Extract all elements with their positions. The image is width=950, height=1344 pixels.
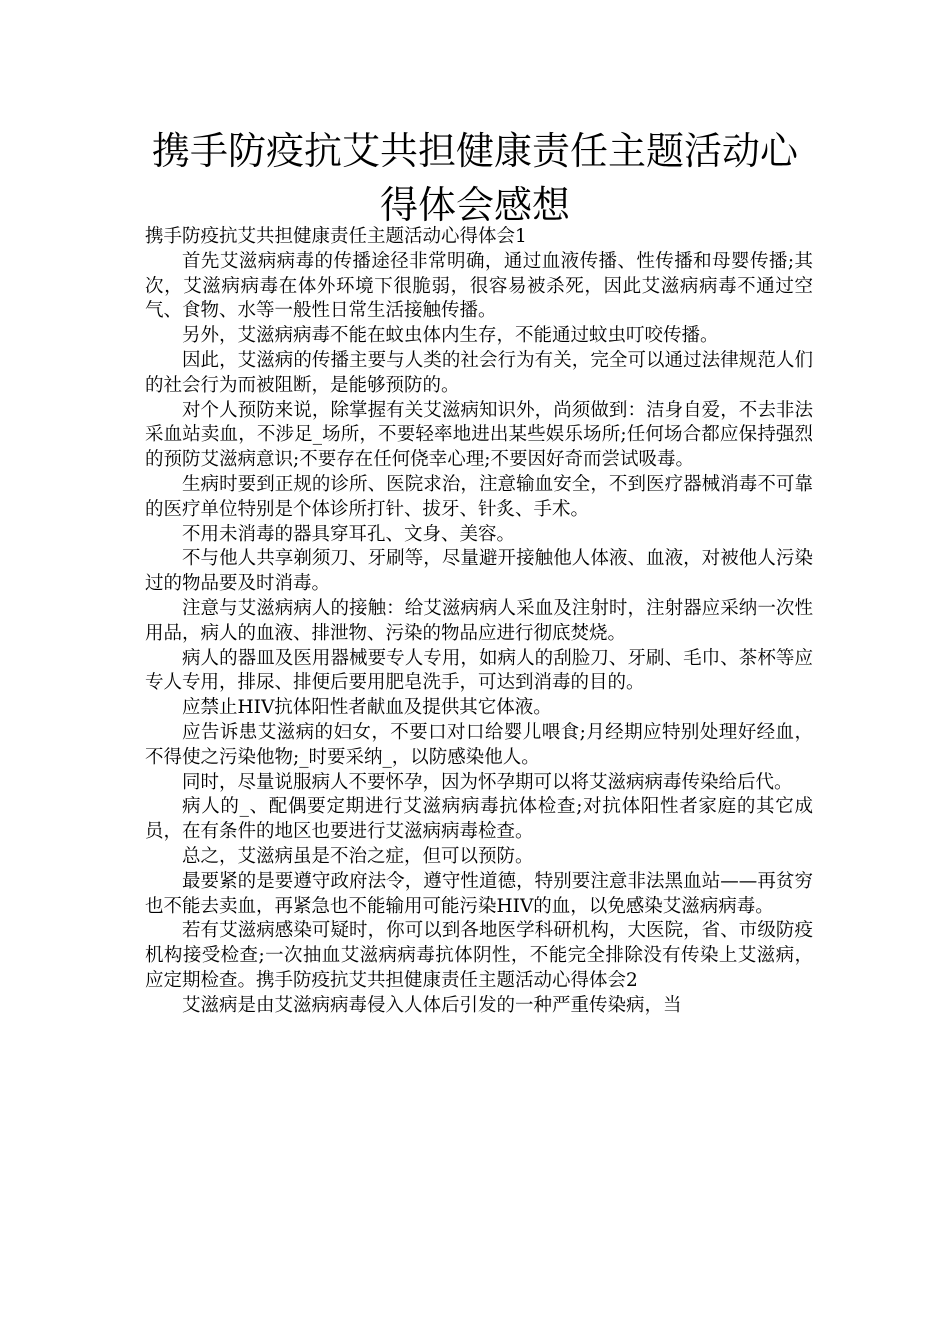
paragraph: 艾滋病是由艾滋病病毒侵入人体后引发的一种严重传染病，当 (182, 994, 682, 1016)
paragraph: 若有艾滋病感染可疑时，你可以到各地医学科研机构，大医院，省、市级防疫机构接受检查;一次抽血艾滋病病毒抗体阴性，不能完全排除没有传染上艾滋病，应定期检查。携手防疫抗艾共担健康责任主题活动心得体会2 (145, 920, 813, 991)
paragraph: 因此，艾滋病的传播主要与人类的社会行为有关，完全可以通过法律规范人们的社会行为而被阻断，是能够预防的。 (145, 349, 813, 396)
paragraph: 不用未消毒的器具穿耳孔、文身、美容。 (182, 523, 516, 545)
title-line-1: 携手防疫抗艾共担健康责任主题活动心 (151, 129, 798, 173)
title-line-2: 得体会感想 (379, 183, 570, 227)
paragraph: 首先艾滋病病毒的传播途径非常明确，通过血液传播、性传播和母婴传播;其次，艾滋病病毒在体外环境下很脆弱，很容易被杀死，因此艾滋病病毒不通过空气、食物、水等一般性日常生活接触传播。 (145, 250, 813, 322)
paragraph: 应告诉患艾滋病的妇女，不要口对口给婴儿喂食;月经期应特别处理好经血，不得使之污染他物;_时要采纳_，以防感染他人。 (145, 721, 813, 768)
paragraph: 注意与艾滋病病人的接触：给艾滋病病人采血及注射时，注射器应采纳一次性用品，病人的血液、排泄物、污染的物品应进行彻底焚烧。 (145, 597, 813, 644)
paragraph: 生病时要到正规的诊所、医院求治，注意输血安全，不到医疗器械消毒不可靠的医疗单位特别是个体诊所打针、拔牙、针炙、手术。 (145, 473, 813, 520)
paragraph: 应禁止HIV抗体阳性者献血及提供其它体液。 (182, 697, 552, 719)
document-title (100, 124, 850, 232)
paragraph: 病人的器皿及医用器械要专人专用，如病人的刮脸刀、牙刷、毛巾、茶杯等应专人专用，排尿、排便后要用肥皂洗手，可达到消毒的目的。 (145, 647, 813, 694)
paragraph: 对个人预防来说，除掌握有关艾滋病知识外，尚须做到：洁身自爱，不去非法采血站卖血，不涉足_场所，不要轻率地进出某些娱乐场所;任何场合都应保持强烈的预防艾滋病意识;不要存在任何侥幸心理;不要因好奇而尝试吸毒。 (145, 399, 813, 471)
paragraph: 另外，艾滋病病毒不能在蚊虫体内生存，不能通过蚊虫叮咬传播。 (182, 325, 719, 347)
paragraph: 不与他人共享剃须刀、牙刷等，尽量避开接触他人体液、血液，对被他人污染过的物品要及时消毒。 (145, 548, 813, 595)
paragraph: 总之，艾滋病虽是不治之症，但可以预防。 (182, 845, 534, 867)
paragraph: 同时，尽量说服病人不要怀孕，因为怀孕期可以将艾滋病病毒传染给后代。 (182, 771, 793, 793)
paragraph: 最要紧的是要遵守政府法令，遵守性道德，特别要注意非法黑血站——再贫穷也不能去卖血，再紧急也不能输用可能污染HIV的血，以免感染艾滋病病毒。 (145, 870, 813, 917)
paragraph: 病人的_、配偶要定期进行艾滋病病毒抗体检查;对抗体阳性者家庭的其它成员，在有条件的地区也要进行艾滋病病毒检查。 (145, 796, 813, 843)
document-body (145, 225, 813, 1019)
section-heading-1: 携手防疫抗艾共担健康责任主题活动心得体会1 (145, 226, 527, 247)
